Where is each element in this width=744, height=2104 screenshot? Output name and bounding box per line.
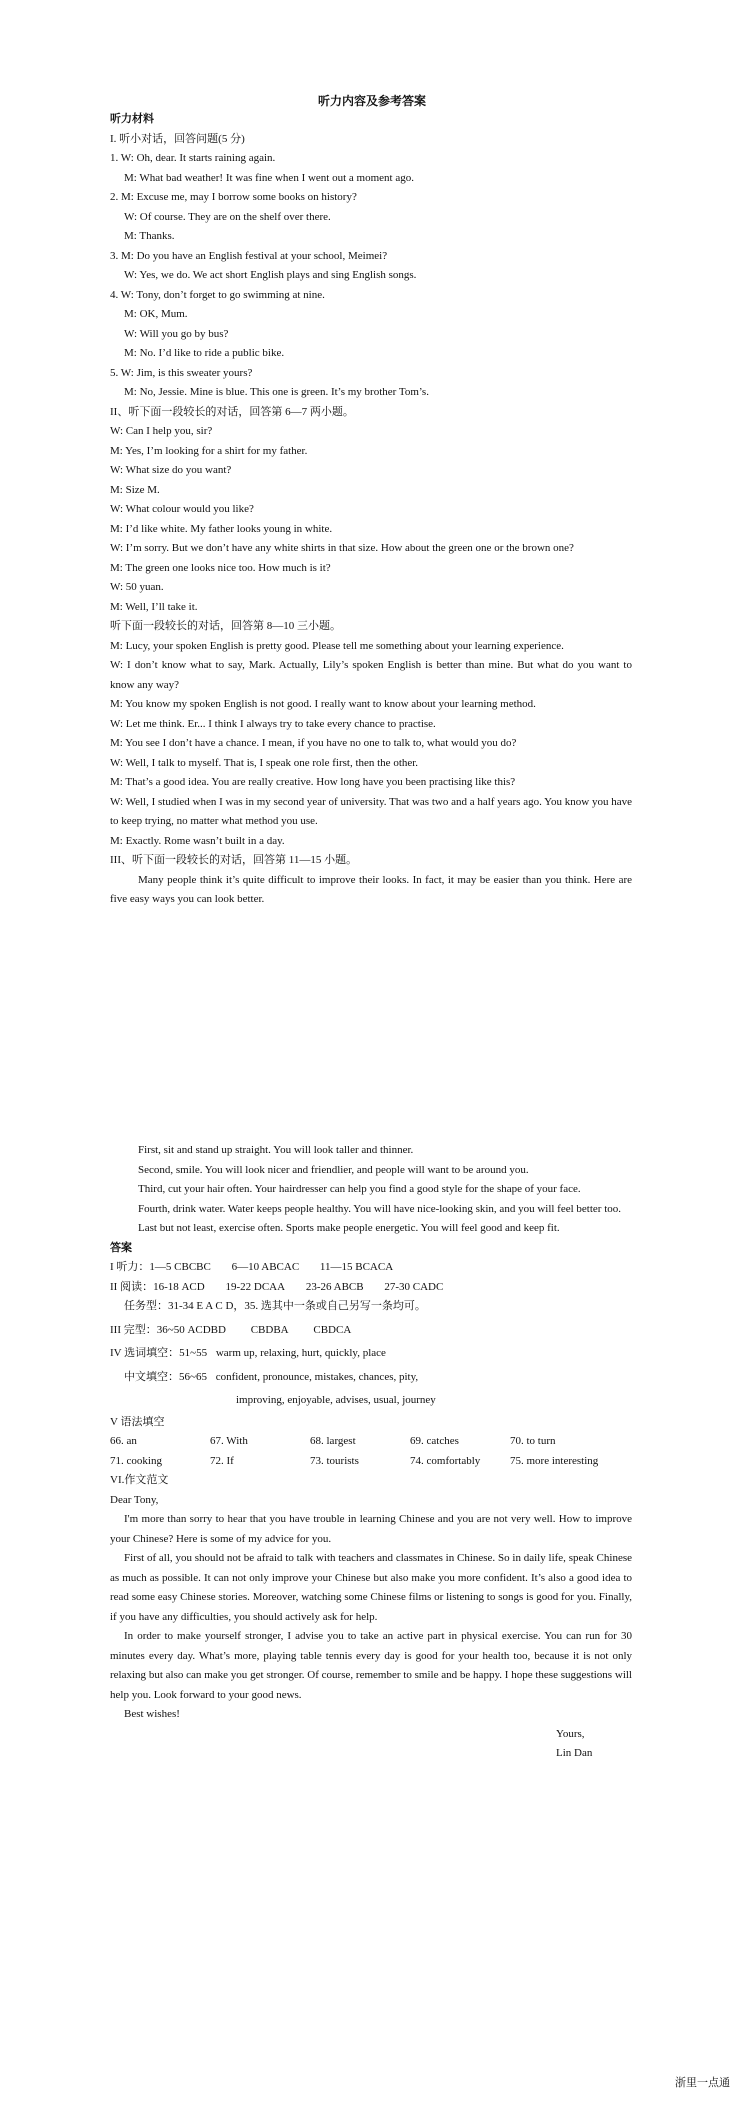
dialog-line: 4. W: Tony, don’t forget to go swimming at nine. <box>110 288 325 301</box>
dialog-line: M: I’d like white. My father looks young in white. <box>110 522 333 535</box>
page-title: 听力内容及参考答案 <box>317 94 426 108</box>
part4-heading: III、听下面一段较长的对话，回答第 11—15 小题。 <box>110 854 358 866</box>
dialog-line: W: Let me think. Er... I think I always try to take every chance to practise. <box>110 717 436 730</box>
dialog-line: M: No, Jessie. Mine is blue. This one is green. It’s my brother Tom’s. <box>124 386 429 398</box>
dialog-line: M: Exactly. Rome wasn’t built in a day. <box>110 834 285 847</box>
answer-item: 75. more interesting <box>510 1454 599 1467</box>
answer-group: 11—15 BCACA <box>319 1261 394 1273</box>
dialog-line: M: You know my spoken English is not good. I really want to know about your learning method. <box>110 698 536 710</box>
essay-sign-name: Lin Dan <box>556 1747 593 1759</box>
essay-greeting: Dear Tony, <box>110 1493 159 1506</box>
dialog-line: W: What colour would you like? <box>110 503 254 515</box>
part1-heading: I. 听小对话，回答问题(5 分) <box>110 132 245 145</box>
answer-group: I 听力：1—5 CBCBC <box>110 1261 211 1273</box>
answer-cloze <box>110 1321 632 1341</box>
dialog-line: W: I don’t know what to say, Mark. Actually, Lily’s spoken English is better than mine. But what do you want to know any way? <box>110 659 632 691</box>
grammar-row <box>110 1452 632 1472</box>
answer-item: 71. cooking <box>110 1454 162 1467</box>
essay-closing: Best wishes! <box>124 1708 180 1720</box>
answer-item: 74. comfortably <box>410 1454 481 1467</box>
dialog-line: W: Will you go by bus? <box>124 327 229 340</box>
answer-label: 中文填空：56~65 <box>124 1370 207 1383</box>
dialog-line: W: Yes, we do. We act short English plays and sing English songs. <box>124 269 417 281</box>
dialog-line: 1. W: Oh, dear. It starts raining again. <box>110 152 276 164</box>
dialog-line: M: That’s a good idea. You are really creative. How long have you been practising like this? <box>110 776 516 788</box>
answer-item: 72. If <box>210 1454 234 1467</box>
answer-group: 23-26 ABCB <box>305 1280 364 1293</box>
dialog-line: M: The green one looks nice too. How much is it? <box>110 561 331 574</box>
dialog-line: M: Size M. <box>110 483 160 496</box>
passage-intro: Many people think it’s quite difficult to improve their looks. In fact, it may be easier than you think. Here are five easy ways you can look better. <box>110 873 632 905</box>
answer-group: 6—10 ABCAC <box>231 1261 300 1273</box>
dialog-line: M: What bad weather! It was fine when I went out a moment ago. <box>124 171 414 184</box>
answer-cn-fill <box>110 1368 632 1388</box>
answer-item: 73. tourists <box>310 1454 359 1467</box>
writing-heading: VI.作文范文 <box>110 1474 169 1486</box>
essay-sign-yours: Yours, <box>556 1727 585 1740</box>
answer-group: 19-22 DCAA <box>225 1280 286 1293</box>
dialog-line: M: Thanks. <box>124 230 175 242</box>
answer-group: CBDBA <box>250 1323 289 1336</box>
answers-heading: 答案 <box>110 1241 132 1254</box>
answer-group: CBDCA <box>313 1323 352 1336</box>
answer-group: II 阅读：16-18 ACD <box>110 1280 205 1293</box>
dialog-line: M: You see I don’t have a chance. I mean, if you have no one to talk to, what would you do? <box>110 737 517 749</box>
dialog-line: M: Yes, I’m looking for a shirt for my father. <box>110 444 308 457</box>
answer-cn-fill-cont: improving, enjoyable, advises, usual, journey <box>236 1394 436 1406</box>
listening-material <box>110 110 632 910</box>
dialog-line: M: No. I’d like to ride a public bike. <box>124 347 285 359</box>
dialog-line: M: Lucy, your spoken English is pretty good. Please tell me something about your learning experience. <box>110 639 564 652</box>
answer-listening <box>110 1258 632 1278</box>
dialog-line: 5. W: Jim, is this sweater yours? <box>110 366 253 379</box>
grammar-row <box>110 1432 632 1452</box>
dialog-line: W: Can I help you, sir? <box>110 425 213 437</box>
essay-paragraph: I'm more than sorry to hear that you have trouble in learning Chinese and you are not very well. How to improve your Chinese? Here is some of my advice for you. <box>110 1513 632 1545</box>
dialog-line: W: I’m sorry. But we don’t have any white shirts in that size. How about the green one or the brown one? <box>110 542 574 554</box>
dialog-line: M: OK, Mum. <box>124 308 188 320</box>
answer-label: IV 选词填空：51~55 <box>110 1347 208 1359</box>
answer-task: 任务型：31-34 E A C D，35. 选其中一条或自己另写一条均可。 <box>124 1300 426 1312</box>
answer-group: warm up, relaxing, hurt, quickly, place <box>215 1347 386 1359</box>
material-heading: 听力材料 <box>110 113 154 125</box>
dialog-line: W: Of course. They are on the shelf over there. <box>124 210 331 223</box>
passage-paragraph: Third, cut your hair often. Your hairdresser can help you find a good style for the shape of your face. <box>138 1183 581 1195</box>
dialog-line: W: What size do you want? <box>110 464 232 476</box>
dialog-line: W: Well, I talk to myself. That is, I speak one role first, then the other. <box>110 756 419 769</box>
grammar-heading: V 语法填空 <box>110 1415 165 1428</box>
passage-paragraph: First, sit and stand up straight. You will look taller and thinner. <box>138 1144 414 1156</box>
answer-word-fill <box>110 1344 632 1364</box>
passage-and-answers <box>110 1141 632 1764</box>
dialog-line: M: Well, I’ll take it. <box>110 600 198 613</box>
answer-item: 68. largest <box>310 1435 356 1447</box>
passage-paragraph: Last but not least, exercise often. Sports make people energetic. You will feel good and keep fit. <box>138 1222 560 1234</box>
dialog-line: 3. M: Do you have an English festival at your school, Meimei? <box>110 249 388 262</box>
watermark: 浙里一点通 <box>675 2076 730 2089</box>
answer-item: 69. catches <box>410 1435 459 1447</box>
part2-heading: II、听下面一段较长的对话，回答第 6—7 两小题。 <box>110 405 354 418</box>
part3-heading: 听下面一段较长的对话，回答第 8—10 三小题。 <box>110 620 341 632</box>
answer-reading <box>110 1278 632 1298</box>
answer-group: confident, pronounce, mistakes, chances, pity, <box>215 1370 419 1383</box>
dialog-line: W: Well, I studied when I was in my second year of university. That was two and a half years ago. You know you have to keep trying, no matter what method you use. <box>110 795 632 827</box>
answer-group: III 完型：36~50 ACDBD <box>110 1323 226 1336</box>
answer-item: 70. to turn <box>510 1435 556 1447</box>
passage-paragraph: Second, smile. You will look nicer and friendlier, and people will want to be around you. <box>138 1163 529 1176</box>
dialog-line: 2. M: Excuse me, may I borrow some books on history? <box>110 191 357 203</box>
dialog-line: W: 50 yuan. <box>110 581 164 593</box>
answer-item: 67. With <box>210 1435 248 1447</box>
essay-paragraph: First of all, you should not be afraid to talk with teachers and classmates in Chinese. So in daily life, speak Chinese as much as possible. It can not only improve your Chinese but also make you more confident. It’s also a good idea to read some easy Chinese stories. Moreover, watching some Chinese films or listening to songs is good for you. Finally, if you have any difficulties, you should actively ask for help. <box>110 1552 632 1623</box>
essay-paragraph: In order to make yourself stronger, I advise you to take an active part in physical exercise. You can run for 30 minutes every day. What’s more, playing table tennis every day is good for your health too, because it is not only relaxing but also can make you get stronger. Of course, remember to smile and be happy. I hope these suggestions will help you. Look forward to your good news. <box>110 1630 632 1701</box>
passage-paragraph: Fourth, drink water. Water keeps people healthy. You will have nice-looking skin, and you will feel better too. <box>138 1202 622 1215</box>
answer-group: 27-30 CADC <box>384 1280 444 1293</box>
answer-item: 66. an <box>110 1435 137 1447</box>
